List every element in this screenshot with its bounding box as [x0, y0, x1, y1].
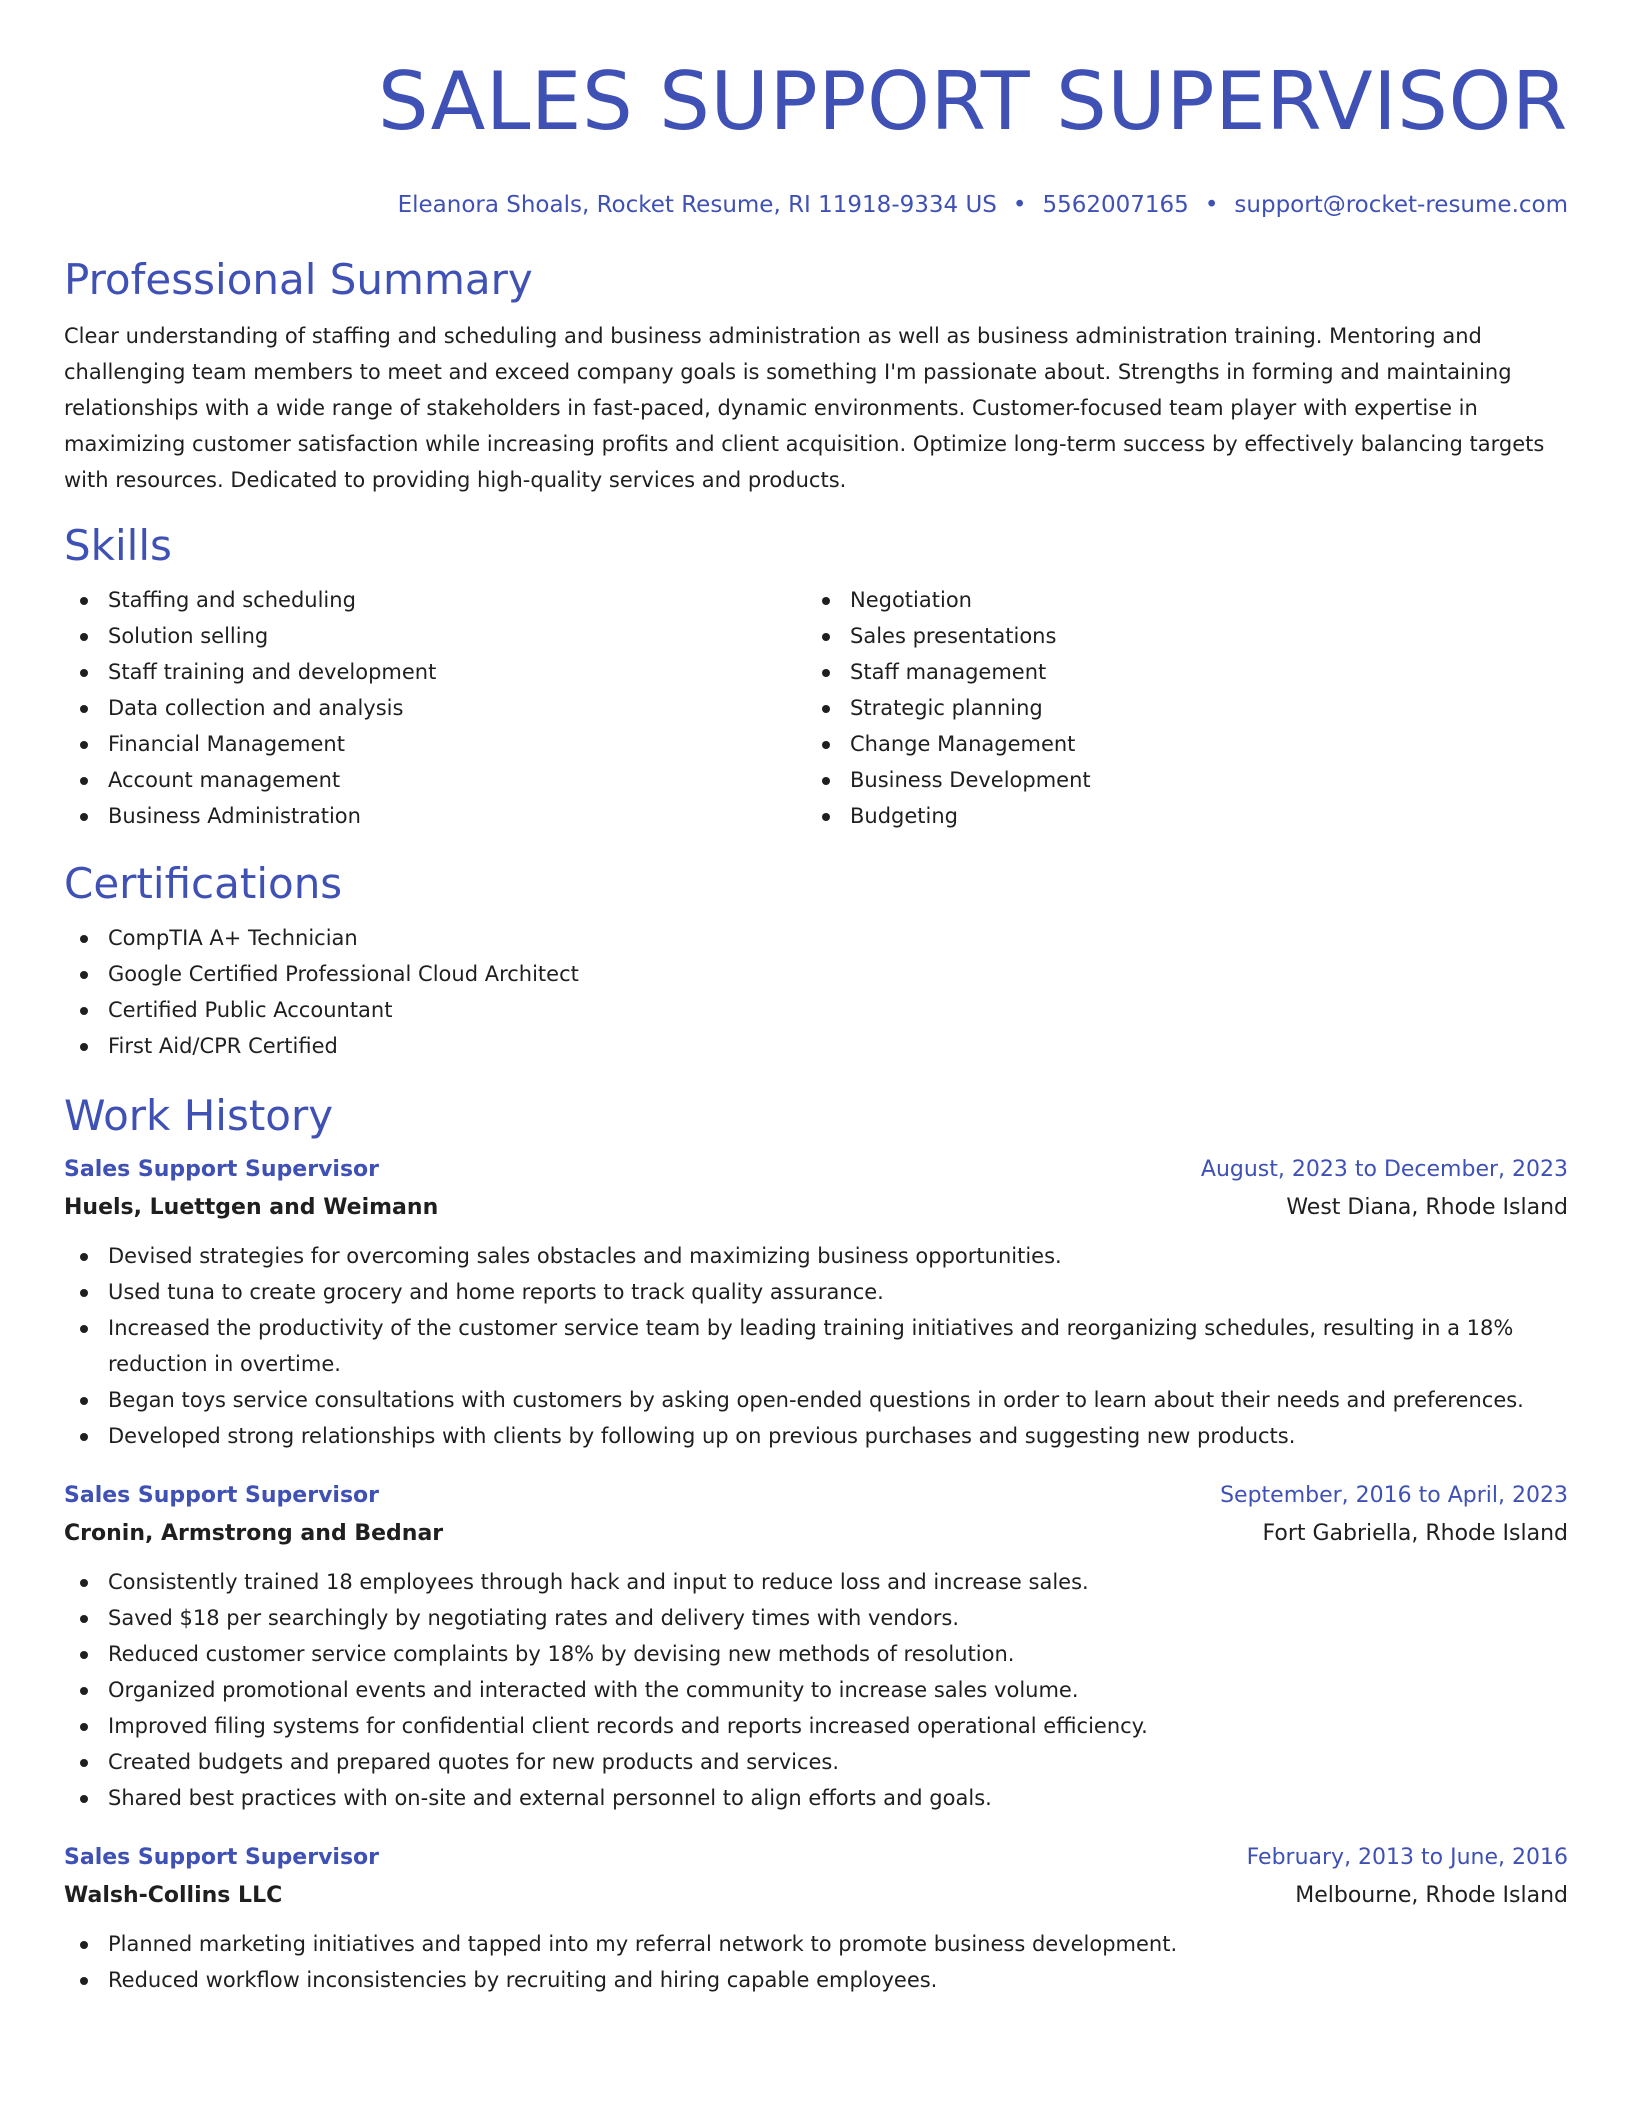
- job-bullet: Created budgets and prepared quotes for new products and services.: [64, 1744, 1568, 1780]
- job-location: West Diana, Rhode Island: [1286, 1195, 1568, 1220]
- job-bullet: Planned marketing initiatives and tapped into my referral network to promote business development.: [64, 1926, 1568, 1962]
- job-dates: February, 2013 to June, 2016: [1246, 1845, 1568, 1870]
- job-company: Cronin, Armstrong and Bednar: [64, 1521, 444, 1546]
- job-bullet: Shared best practices with on-site and external personnel to align efforts and goals.: [64, 1780, 1568, 1816]
- skills-list-left: [64, 582, 806, 834]
- job-bullet-list: [64, 1926, 1568, 1998]
- skill-item: Business Development: [806, 762, 1548, 798]
- job-header-row: [64, 1840, 1568, 1876]
- job-bullet: Began toys service consultations with customers by asking open-ended questions in order to learn about their needs and preferences.: [64, 1382, 1568, 1418]
- skill-item: Staffing and scheduling: [64, 582, 806, 618]
- job-bullet: Developed strong relationships with clients by following up on previous purchases and suggesting new products.: [64, 1418, 1568, 1454]
- skills-heading: Skills: [64, 521, 172, 570]
- summary-heading: Professional Summary: [64, 255, 533, 304]
- job-role: Sales Support Supervisor: [64, 1157, 380, 1182]
- work-history-heading: Work History: [64, 1091, 334, 1140]
- job-entry: [64, 1478, 1568, 1816]
- job-company-row: [64, 1514, 1568, 1554]
- contact-phone: 5562007165: [1042, 192, 1189, 218]
- skill-item: Account management: [64, 762, 806, 798]
- job-bullet: Saved $18 per searchingly by negotiating rates and delivery times with vendors.: [64, 1600, 1568, 1636]
- job-bullet: Consistently trained 18 employees through hack and input to reduce loss and increase sales.: [64, 1564, 1568, 1600]
- skills-columns: [64, 582, 1568, 834]
- contact-separator: •: [1012, 192, 1027, 218]
- job-entry: [64, 1840, 1568, 1998]
- job-role: Sales Support Supervisor: [64, 1483, 380, 1508]
- job-location: Fort Gabriella, Rhode Island: [1262, 1521, 1568, 1546]
- contact-address: Eleanora Shoals, Rocket Resume, RI 11918-9334 US: [397, 192, 997, 218]
- resume-page: [64, 0, 1568, 2112]
- job-company: Walsh-Collins LLC: [64, 1883, 283, 1908]
- job-bullet: Increased the productivity of the customer service team by leading training initiatives and reorganizing schedules, resulting in a 18% reduction in overtime.: [64, 1310, 1568, 1382]
- job-bullet-list: [64, 1564, 1568, 1816]
- certification-item: Certified Public Accountant: [64, 992, 1568, 1028]
- job-company-row: [64, 1188, 1568, 1228]
- certification-item: Google Certified Professional Cloud Architect: [64, 956, 1568, 992]
- job-bullet: Used tuna to create grocery and home reports to track quality assurance.: [64, 1274, 1568, 1310]
- summary-text: Clear understanding of staffing and scheduling and business administration as well as business administration training. Mentoring and challenging team members to meet and exceed company goals is something I'm passionate about. Strengths in forming and maintaining relationships with a wide range of stakeholders in fast-paced, dynamic environments. Customer-focused team player with expertise in maximizing customer satisfaction while increasing profits and client acquisition. Optimize long-term success by effectively balancing targets with resources. Dedicated to providing high-quality services and products.: [64, 324, 1545, 492]
- skill-item: Data collection and analysis: [64, 690, 806, 726]
- skill-item: Strategic planning: [806, 690, 1548, 726]
- skill-item: Change Management: [806, 726, 1548, 762]
- skill-item: Staff management: [806, 654, 1548, 690]
- skills-list-right: [806, 582, 1548, 834]
- contact-separator: •: [1204, 192, 1219, 218]
- job-bullet: Improved filing systems for confidential client records and reports increased operational efficiency.: [64, 1708, 1568, 1744]
- job-bullet-list: [64, 1238, 1568, 1454]
- job-bullet: Reduced customer service complaints by 18% by devising new methods of resolution.: [64, 1636, 1568, 1672]
- job-dates: August, 2023 to December, 2023: [1200, 1157, 1568, 1182]
- certification-item: CompTIA A+ Technician: [64, 920, 1568, 956]
- job-location: Melbourne, Rhode Island: [1295, 1883, 1568, 1908]
- job-company: Huels, Luettgen and Weimann: [64, 1195, 439, 1220]
- certification-item: First Aid/CPR Certified: [64, 1028, 1568, 1064]
- skill-item: Financial Management: [64, 726, 806, 762]
- contact-email: support@rocket-resume.com: [1234, 192, 1568, 218]
- job-dates: September, 2016 to April, 2023: [1220, 1483, 1568, 1508]
- job-company-row: [64, 1876, 1568, 1916]
- skill-item: Business Administration: [64, 798, 806, 834]
- skill-item: Sales presentations: [806, 618, 1548, 654]
- skill-item: Negotiation: [806, 582, 1548, 618]
- job-bullet: Devised strategies for overcoming sales obstacles and maximizing business opportunities.: [64, 1238, 1568, 1274]
- job-bullet: Reduced workflow inconsistencies by recruiting and hiring capable employees.: [64, 1962, 1568, 1998]
- job-entry: [64, 1152, 1568, 1454]
- skill-item: Budgeting: [806, 798, 1548, 834]
- job-header-row: [64, 1478, 1568, 1514]
- job-bullet: Organized promotional events and interacted with the community to increase sales volume.: [64, 1672, 1568, 1708]
- certifications-heading: Certifications: [64, 859, 343, 908]
- certifications-list: [64, 920, 1568, 1064]
- skill-item: Staff training and development: [64, 654, 806, 690]
- skill-item: Solution selling: [64, 618, 806, 654]
- job-role: Sales Support Supervisor: [64, 1845, 380, 1870]
- resume-title: SALES SUPPORT SUPERVISOR: [377, 55, 1568, 148]
- contact-line: [64, 190, 1568, 220]
- job-header-row: [64, 1152, 1568, 1188]
